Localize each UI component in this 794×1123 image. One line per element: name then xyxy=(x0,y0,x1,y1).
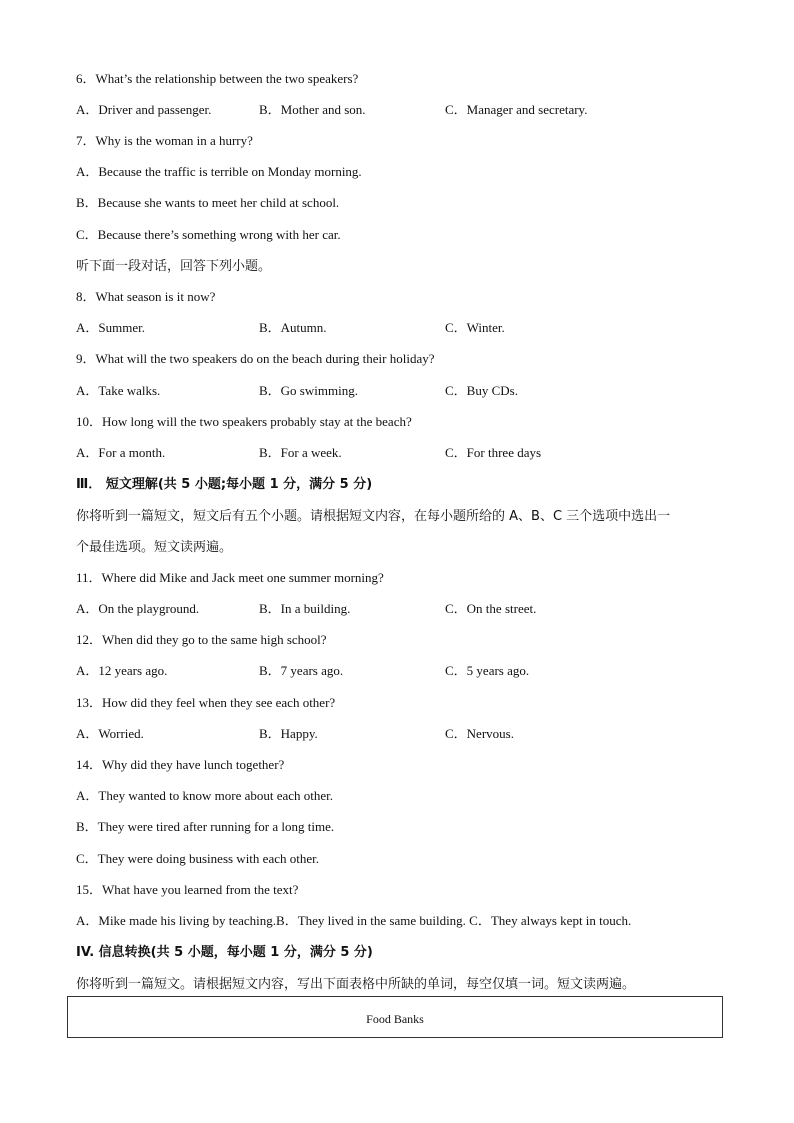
q13-option-b[interactable]: B．Happy. xyxy=(259,726,318,741)
section-3-instruction-line-2: 个最佳选项。短文读两遍。 xyxy=(76,540,233,555)
q12-option-b[interactable]: B．7 years ago. xyxy=(259,663,344,678)
question-9-stem: 9．What will the two speakers do on the beach during their holiday? xyxy=(76,351,435,366)
question-6-stem: 6．What’s the relationship between the two speakers? xyxy=(76,71,359,86)
question-14-stem: 14．Why did they have lunch together? xyxy=(76,757,285,772)
table-title: Food Banks xyxy=(366,1012,424,1026)
question-10-stem: 10．How long will the two speakers probably stay at the beach? xyxy=(76,414,412,429)
dialog-instruction: 听下面一段对话，回答下列小题。 xyxy=(76,259,272,274)
q14-option-c[interactable]: C．They were doing business with each other. xyxy=(76,851,319,866)
q8-option-c[interactable]: C．Winter. xyxy=(445,320,505,335)
q14-option-a[interactable]: A．They wanted to know more about each other. xyxy=(76,788,334,803)
food-banks-table xyxy=(67,996,723,1038)
question-15-stem: 15．What have you learned from the text? xyxy=(76,882,299,897)
q6-option-c[interactable]: C．Manager and secretary. xyxy=(445,102,588,117)
q6-option-b[interactable]: B．Mother and son. xyxy=(259,102,366,117)
question-8-stem: 8．What season is it now? xyxy=(76,289,216,304)
question-12-stem: 12．When did they go to the same high school? xyxy=(76,632,327,647)
q8-option-a[interactable]: A．Summer. xyxy=(76,320,145,335)
q9-option-c[interactable]: C．Buy CDs. xyxy=(445,383,518,398)
q13-option-a[interactable]: A．Worried. xyxy=(76,726,144,741)
section-3-title: Ⅲ． 短文理解(共 5 小题;每小题 1 分，满分 5 分) xyxy=(76,477,373,492)
question-11-stem: 11．Where did Mike and Jack meet one summer morning? xyxy=(76,570,384,585)
q12-option-a[interactable]: A．12 years ago. xyxy=(76,663,168,678)
q7-option-a[interactable]: A．Because the traffic is terrible on Monday morning. xyxy=(76,164,362,179)
q15-options[interactable]: A．Mike made his living by teaching.B．They lived in the same building. C．They always kept in touch. xyxy=(76,913,632,928)
question-13-stem: 13．How did they feel when they see each other? xyxy=(76,695,336,710)
q14-option-b[interactable]: B．They were tired after running for a long time. xyxy=(76,819,335,834)
q10-option-a[interactable]: A．For a month. xyxy=(76,445,166,460)
q8-option-b[interactable]: B．Autumn. xyxy=(259,320,327,335)
q11-option-a[interactable]: A．On the playground. xyxy=(76,601,200,616)
q7-option-b[interactable]: B．Because she wants to meet her child at school. xyxy=(76,195,340,210)
q7-option-c[interactable]: C．Because there’s something wrong with her car. xyxy=(76,227,341,242)
q9-option-b[interactable]: B．Go swimming. xyxy=(259,383,358,398)
section-4-title: IV. 信息转换(共 5 小题，每小题 1 分，满分 5 分) xyxy=(76,945,373,960)
q12-option-c[interactable]: C．5 years ago. xyxy=(445,663,530,678)
q9-option-a[interactable]: A．Take walks. xyxy=(76,383,161,398)
q11-option-b[interactable]: B．In a building. xyxy=(259,601,351,616)
question-7-stem: 7．Why is the woman in a hurry? xyxy=(76,133,253,148)
q10-option-c[interactable]: C．For three days xyxy=(445,445,542,460)
section-4-instruction: 你将听到一篇短文。请根据短文内容，写出下面表格中所缺的单词，每空仅填一词。短文读两遍。 xyxy=(76,977,636,992)
q6-option-a[interactable]: A．Driver and passenger. xyxy=(76,102,212,117)
q11-option-c[interactable]: C．On the street. xyxy=(445,601,537,616)
q13-option-c[interactable]: C．Nervous. xyxy=(445,726,514,741)
q10-option-b[interactable]: B．For a week. xyxy=(259,445,342,460)
section-3-instruction-line-1: 你将听到一篇短文，短文后有五个小题。请根据短文内容，在每小题所给的 A、B、C 三个选项中选出一 xyxy=(76,509,671,524)
